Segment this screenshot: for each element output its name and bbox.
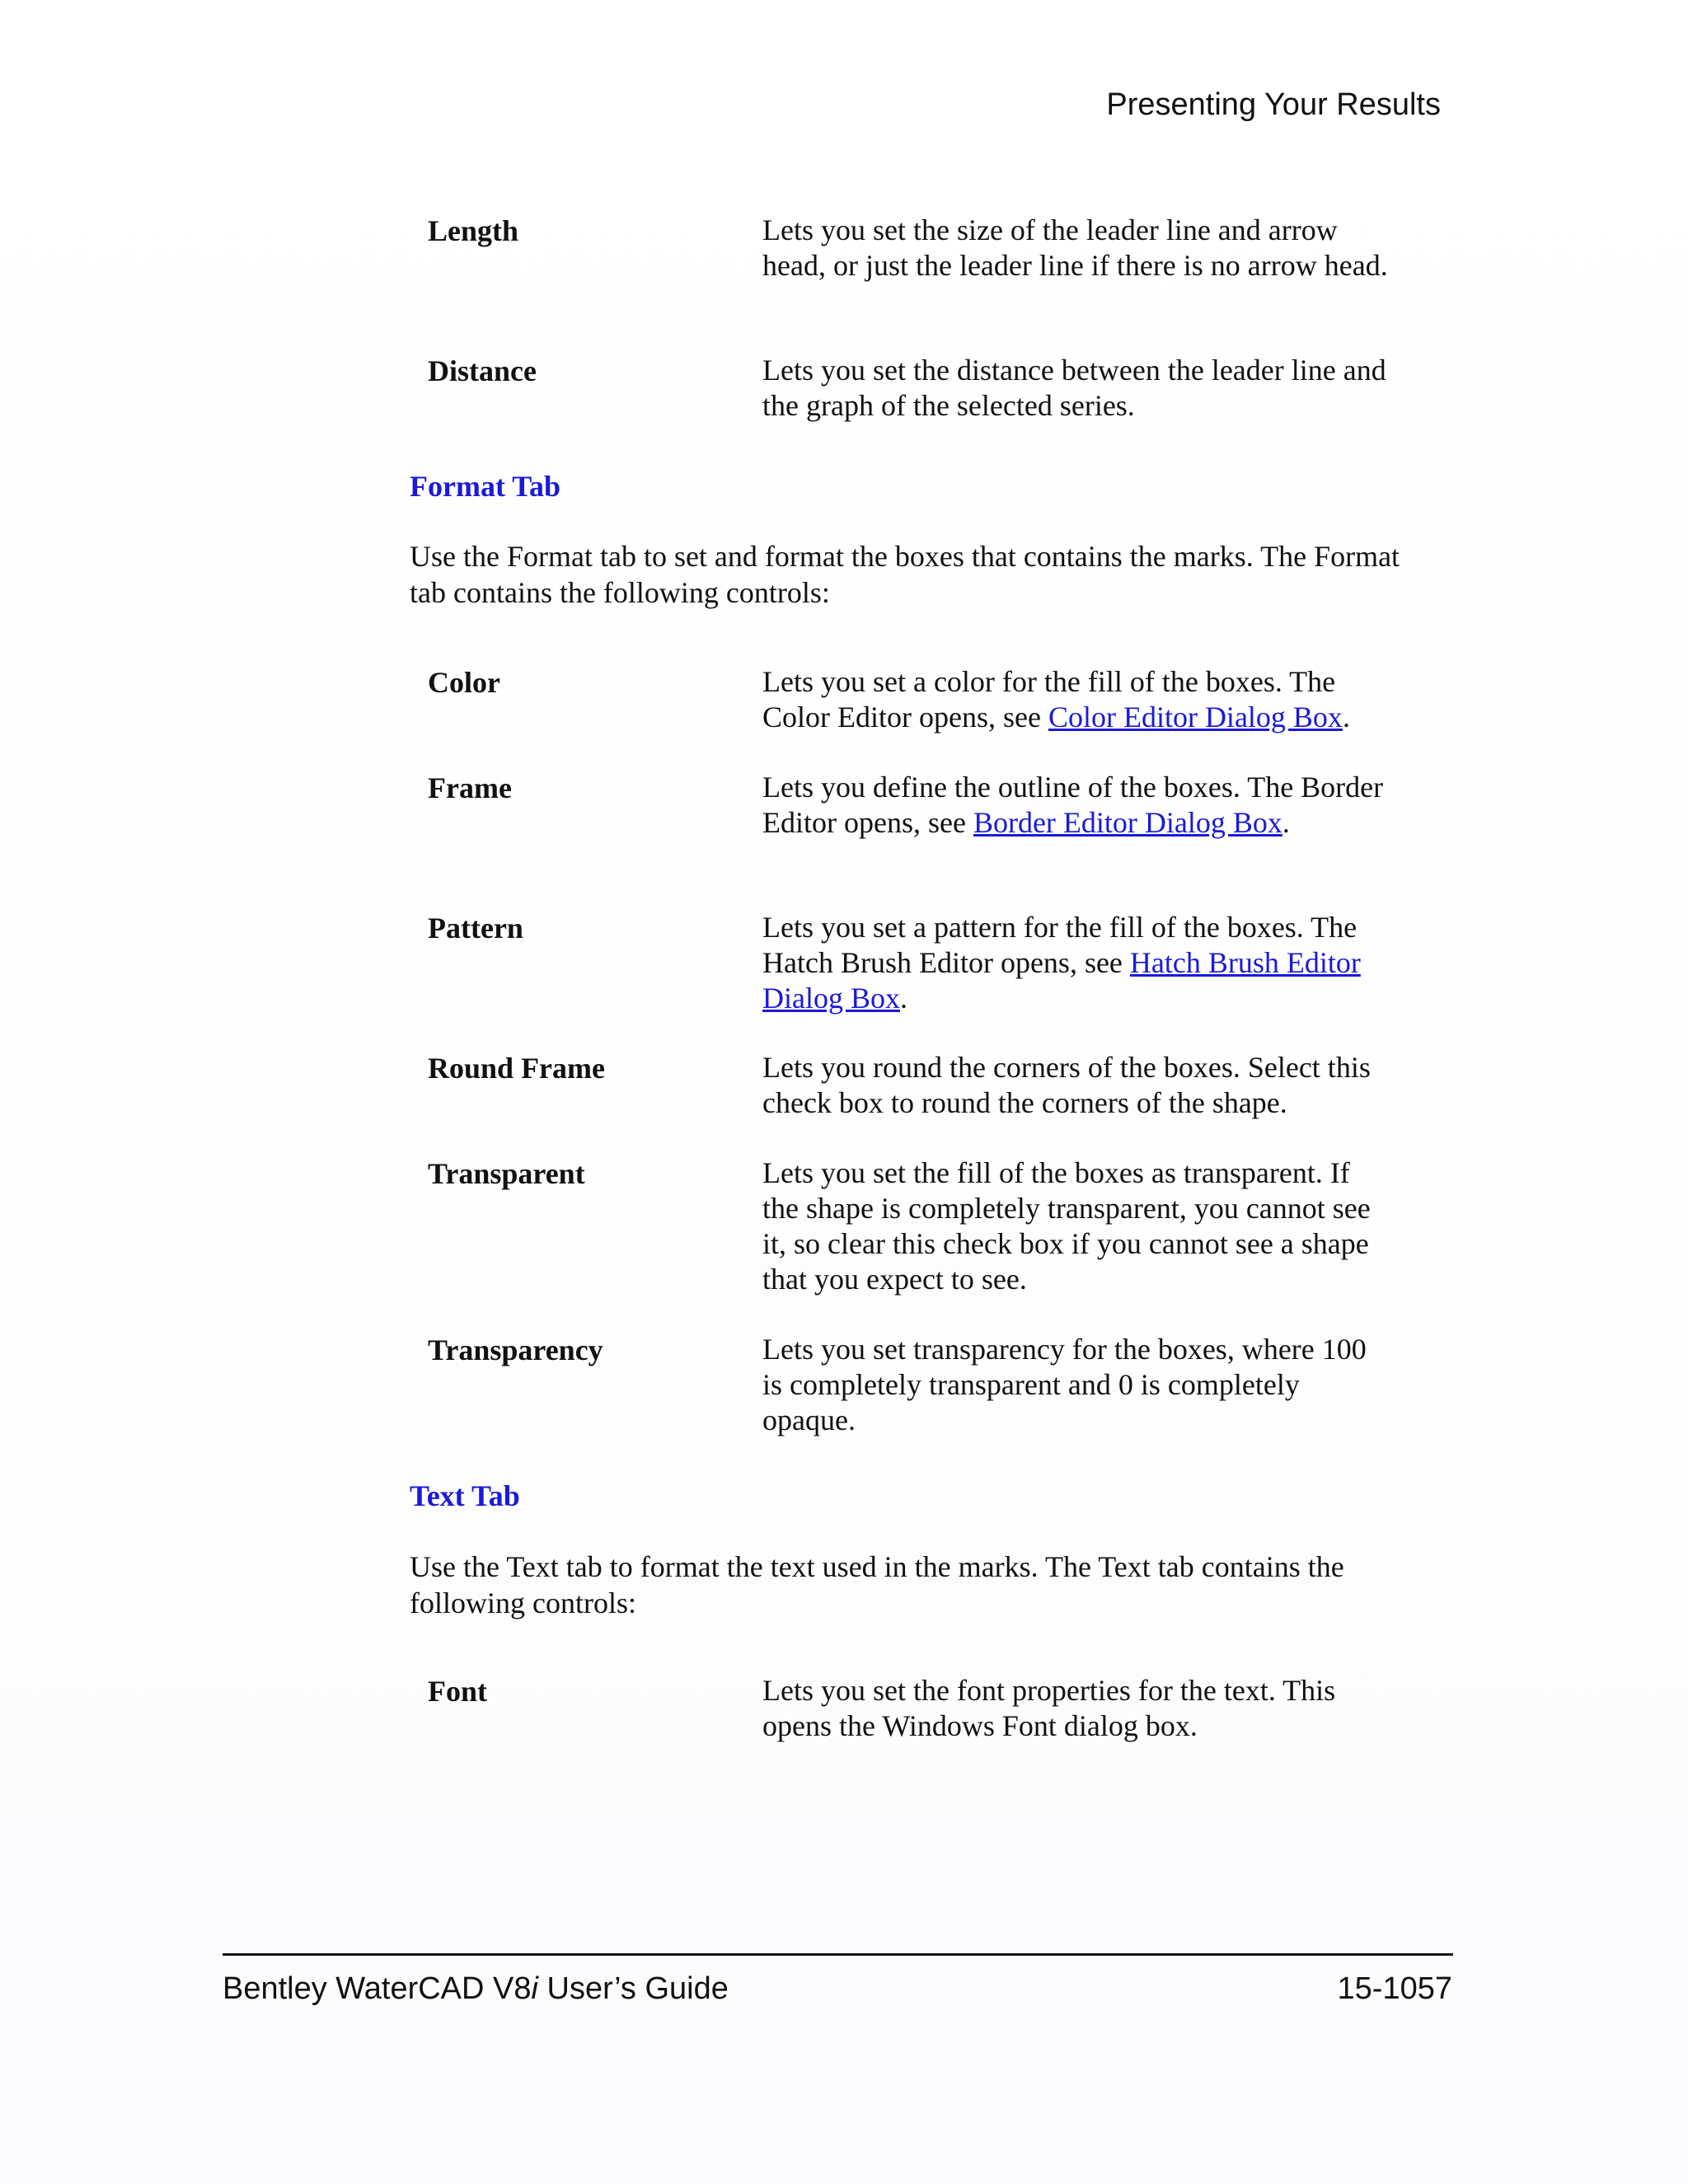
desc-text-end: . xyxy=(900,982,907,1015)
term-label: Color xyxy=(428,666,500,699)
format-tab-intro: Use the Format tab to set and format the boxes that contains the marks. The Format tab contains the following controls: xyxy=(410,540,1400,609)
term-description: Lets you set the distance between the leader line and the graph of the selected series. xyxy=(762,354,1386,422)
term-description xyxy=(762,664,1389,735)
term-label: Font xyxy=(428,1675,487,1708)
term-label: Transparent xyxy=(428,1157,585,1190)
term-label: Length xyxy=(428,214,519,247)
term-description xyxy=(762,910,1389,1016)
book-title-italic: i xyxy=(531,1971,538,2006)
text-tab-heading: Text Tab xyxy=(410,1479,520,1512)
term-description xyxy=(762,770,1389,841)
book-title-text: Bentley WaterCAD V8 xyxy=(223,1971,532,2006)
desc-text: Lets you set a pattern for the fill of the boxes. The Hatch Brush Editor opens, see xyxy=(762,911,1357,979)
hatch-brush-editor-link[interactable]: Hatch Brush Editor Dialog Box xyxy=(762,946,1361,1015)
color-editor-link[interactable]: Color Editor Dialog Box xyxy=(1048,701,1343,733)
term-label: Transparency xyxy=(428,1333,603,1366)
format-tab-heading: Format Tab xyxy=(410,470,561,503)
text-tab-intro: Use the Text tab to format the text used in the marks. The Text tab contains the following controls: xyxy=(410,1550,1344,1619)
term-description: Lets you set transparency for the boxes, where 100 is completely transparent and 0 is completely opaque. xyxy=(762,1333,1367,1436)
term-label: Distance xyxy=(428,354,537,387)
term-label: Round Frame xyxy=(428,1052,605,1085)
desc-text-end: . xyxy=(1342,701,1350,733)
term-label: Frame xyxy=(428,771,512,804)
term-description: Lets you set the size of the leader line and arrow head, or just the leader line if there is no arrow head. xyxy=(762,213,1388,282)
desc-text: Lets you define the outline of the boxes. The Border Editor opens, see xyxy=(762,771,1384,839)
footer-rule xyxy=(223,1953,1453,1956)
page-number: 15-1057 xyxy=(1337,1971,1452,2006)
desc-text-end: . xyxy=(1282,806,1290,839)
running-header: Presenting Your Results xyxy=(1106,87,1441,122)
term-description: Lets you set the font properties for the text. This opens the Windows Font dialog box. xyxy=(762,1674,1336,1742)
term-description: Lets you set the fill of the boxes as transparent. If the shape is completely transparent, you cannot see it, so clear this check box if you cannot see a shape that you expect to see. xyxy=(762,1156,1371,1296)
footer-book-title xyxy=(223,1971,729,2007)
term-description: Lets you round the corners of the boxes. Select this check box to round the corners of the shape. xyxy=(762,1051,1371,1119)
term-label: Pattern xyxy=(428,912,523,944)
border-editor-link[interactable]: Border Editor Dialog Box xyxy=(973,806,1282,839)
desc-text: Lets you set a color for the fill of the boxes. The Color Editor opens, see xyxy=(762,665,1336,733)
book-title-suffix: User’s Guide xyxy=(537,1971,729,2006)
